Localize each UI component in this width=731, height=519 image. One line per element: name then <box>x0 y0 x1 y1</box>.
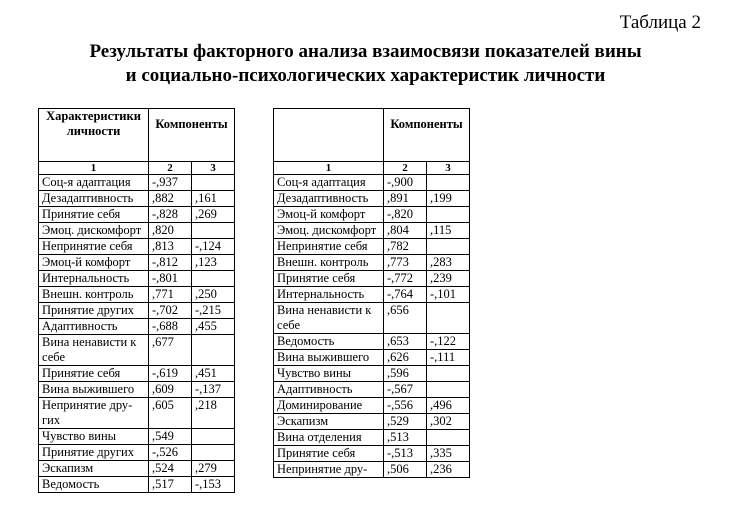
table-row <box>274 207 470 223</box>
table-row <box>274 334 470 350</box>
header-characteristics <box>274 109 384 162</box>
component-2-cell: ,677 <box>149 335 192 366</box>
table-row <box>274 255 470 271</box>
characteristic-cell: Дезадаптивность <box>274 191 384 207</box>
component-2-cell: ,524 <box>149 461 192 477</box>
characteristic-cell: Непринятие себя <box>274 239 384 255</box>
component-3-cell <box>192 271 235 287</box>
table-row <box>39 223 235 239</box>
component-2-cell: ,653 <box>384 334 427 350</box>
component-3-cell <box>427 239 470 255</box>
component-2-cell: -,556 <box>384 398 427 414</box>
characteristic-cell: Дезадаптивность <box>39 191 149 207</box>
component-2-cell: ,782 <box>384 239 427 255</box>
col-number-1: 1 <box>39 162 149 175</box>
characteristic-cell: Эскапизм <box>39 461 149 477</box>
component-3-cell: -,153 <box>192 477 235 493</box>
component-3-cell: ,269 <box>192 207 235 223</box>
characteristic-cell: Эскапизм <box>274 414 384 430</box>
component-3-cell <box>192 223 235 239</box>
component-2-cell: -,812 <box>149 255 192 271</box>
table-row <box>274 350 470 366</box>
component-3-cell: ,161 <box>192 191 235 207</box>
component-3-cell <box>192 445 235 461</box>
component-2-cell: -,801 <box>149 271 192 287</box>
left-factor-table <box>38 108 235 493</box>
table-row <box>274 175 470 191</box>
table-row <box>274 239 470 255</box>
component-3-cell: ,455 <box>192 319 235 335</box>
table-row <box>39 319 235 335</box>
table-row <box>274 223 470 239</box>
component-3-cell: ,279 <box>192 461 235 477</box>
component-3-cell <box>192 175 235 191</box>
component-2-cell: ,626 <box>384 350 427 366</box>
characteristic-cell: Вина ненависти к себе <box>39 335 149 366</box>
component-3-cell <box>427 303 470 334</box>
header-characteristics: Характеристики личности <box>39 109 149 162</box>
component-2-cell: -,619 <box>149 366 192 382</box>
table-title-line-1: Результаты факторного анализа взаимосвязи показателей вины <box>89 41 642 62</box>
characteristic-cell: Внешн. контроль <box>39 287 149 303</box>
header-row <box>39 109 235 162</box>
component-2-cell: -,828 <box>149 207 192 223</box>
characteristic-cell: Ведомость <box>39 477 149 493</box>
component-3-cell <box>427 382 470 398</box>
component-2-cell: ,605 <box>149 398 192 429</box>
component-3-cell <box>427 366 470 382</box>
characteristic-cell: Непринятие себя <box>39 239 149 255</box>
component-2-cell: ,506 <box>384 462 427 478</box>
component-3-cell: ,199 <box>427 191 470 207</box>
table-row <box>39 366 235 382</box>
table-row <box>39 255 235 271</box>
table-row <box>39 461 235 477</box>
table-row <box>274 366 470 382</box>
component-2-cell: -,820 <box>384 207 427 223</box>
table-row <box>39 477 235 493</box>
col-number-3: 3 <box>427 162 470 175</box>
col-number-2: 2 <box>384 162 427 175</box>
component-3-cell <box>192 335 235 366</box>
component-3-cell: ,218 <box>192 398 235 429</box>
characteristic-cell: Чувство вины <box>274 366 384 382</box>
component-3-cell <box>427 175 470 191</box>
component-3-cell: -,111 <box>427 350 470 366</box>
table-row <box>39 287 235 303</box>
component-3-cell: ,496 <box>427 398 470 414</box>
characteristic-cell: Принятие себя <box>39 207 149 223</box>
characteristic-cell: Адаптивность <box>39 319 149 335</box>
component-2-cell: ,513 <box>384 430 427 446</box>
component-2-cell: ,773 <box>384 255 427 271</box>
component-2-cell: ,656 <box>384 303 427 334</box>
table-row <box>274 430 470 446</box>
characteristic-cell: Ведомость <box>274 334 384 350</box>
component-3-cell: ,451 <box>192 366 235 382</box>
component-2-cell: ,549 <box>149 429 192 445</box>
component-2-cell: ,882 <box>149 191 192 207</box>
characteristic-cell: Принятие других <box>39 445 149 461</box>
component-3-cell: -,124 <box>192 239 235 255</box>
characteristic-cell: Принятие себя <box>274 271 384 287</box>
component-2-cell: -,772 <box>384 271 427 287</box>
component-3-cell: -,215 <box>192 303 235 319</box>
characteristic-cell: Вина ненависти к себе <box>274 303 384 334</box>
component-3-cell <box>427 430 470 446</box>
column-number-row <box>39 162 235 175</box>
component-3-cell: ,335 <box>427 446 470 462</box>
column-number-row <box>274 162 470 175</box>
header-row <box>274 109 470 162</box>
characteristic-cell: Вина выжившего <box>39 382 149 398</box>
characteristic-cell: Непринятие дру- <box>274 462 384 478</box>
component-2-cell: ,596 <box>384 366 427 382</box>
characteristic-cell: Интернальность <box>39 271 149 287</box>
component-2-cell: ,804 <box>384 223 427 239</box>
component-2-cell: ,891 <box>384 191 427 207</box>
header-components: Компоненты <box>384 109 470 162</box>
table-row <box>274 414 470 430</box>
characteristic-cell: Эмоц-й комфорт <box>39 255 149 271</box>
characteristic-cell: Доминирование <box>274 398 384 414</box>
component-3-cell: ,250 <box>192 287 235 303</box>
characteristic-cell: Эмоц-й комфорт <box>274 207 384 223</box>
table-row <box>274 271 470 287</box>
component-3-cell <box>427 207 470 223</box>
table-row <box>274 398 470 414</box>
table-row <box>39 271 235 287</box>
characteristic-cell: Принятие себя <box>274 446 384 462</box>
component-3-cell: ,302 <box>427 414 470 430</box>
col-number-2: 2 <box>149 162 192 175</box>
table-row <box>39 445 235 461</box>
characteristic-cell: Чувство вины <box>39 429 149 445</box>
component-2-cell: -,567 <box>384 382 427 398</box>
table-row <box>39 303 235 319</box>
component-2-cell: ,771 <box>149 287 192 303</box>
characteristic-cell: Вина отделения <box>274 430 384 446</box>
table-row <box>274 462 470 478</box>
component-3-cell: ,236 <box>427 462 470 478</box>
component-2-cell: ,609 <box>149 382 192 398</box>
table-row <box>274 446 470 462</box>
characteristic-cell: Вина выжившего <box>274 350 384 366</box>
table-row <box>39 398 235 429</box>
component-2-cell: -,937 <box>149 175 192 191</box>
characteristic-cell: Эмоц. дискомфорт <box>274 223 384 239</box>
characteristic-cell: Эмоц. дискомфорт <box>39 223 149 239</box>
component-3-cell: -,137 <box>192 382 235 398</box>
table-row <box>274 303 470 334</box>
component-3-cell: -,101 <box>427 287 470 303</box>
table-row <box>39 175 235 191</box>
characteristic-cell: Соц-я адаптация <box>274 175 384 191</box>
table-row <box>274 382 470 398</box>
table-row <box>39 191 235 207</box>
component-2-cell: -,764 <box>384 287 427 303</box>
header-components: Компоненты <box>149 109 235 162</box>
table-row <box>39 207 235 223</box>
characteristic-cell: Непринятие дру-гих <box>39 398 149 429</box>
table-row <box>39 429 235 445</box>
component-2-cell: -,702 <box>149 303 192 319</box>
table-row <box>39 239 235 255</box>
table-row <box>39 335 235 366</box>
component-2-cell: ,820 <box>149 223 192 239</box>
component-2-cell: ,529 <box>384 414 427 430</box>
table-title-line-2: и социально-психологических характеристик личности <box>125 65 606 86</box>
table-label: Таблица 2 <box>619 12 701 33</box>
table-row <box>39 382 235 398</box>
component-3-cell <box>192 429 235 445</box>
table-row <box>274 287 470 303</box>
col-number-3: 3 <box>192 162 235 175</box>
component-2-cell: ,813 <box>149 239 192 255</box>
component-3-cell: -,122 <box>427 334 470 350</box>
component-2-cell: -,688 <box>149 319 192 335</box>
table-row <box>274 191 470 207</box>
component-2-cell: ,517 <box>149 477 192 493</box>
characteristic-cell: Внешн. контроль <box>274 255 384 271</box>
characteristic-cell: Принятие себя <box>39 366 149 382</box>
characteristic-cell: Соц-я адаптация <box>39 175 149 191</box>
component-3-cell: ,115 <box>427 223 470 239</box>
component-3-cell: ,239 <box>427 271 470 287</box>
right-factor-table <box>273 108 470 478</box>
characteristic-cell: Адаптивность <box>274 382 384 398</box>
component-2-cell: -,526 <box>149 445 192 461</box>
col-number-1: 1 <box>274 162 384 175</box>
component-2-cell: -,513 <box>384 446 427 462</box>
characteristic-cell: Интернальность <box>274 287 384 303</box>
component-3-cell: ,123 <box>192 255 235 271</box>
component-3-cell: ,283 <box>427 255 470 271</box>
characteristic-cell: Принятие других <box>39 303 149 319</box>
component-2-cell: -,900 <box>384 175 427 191</box>
